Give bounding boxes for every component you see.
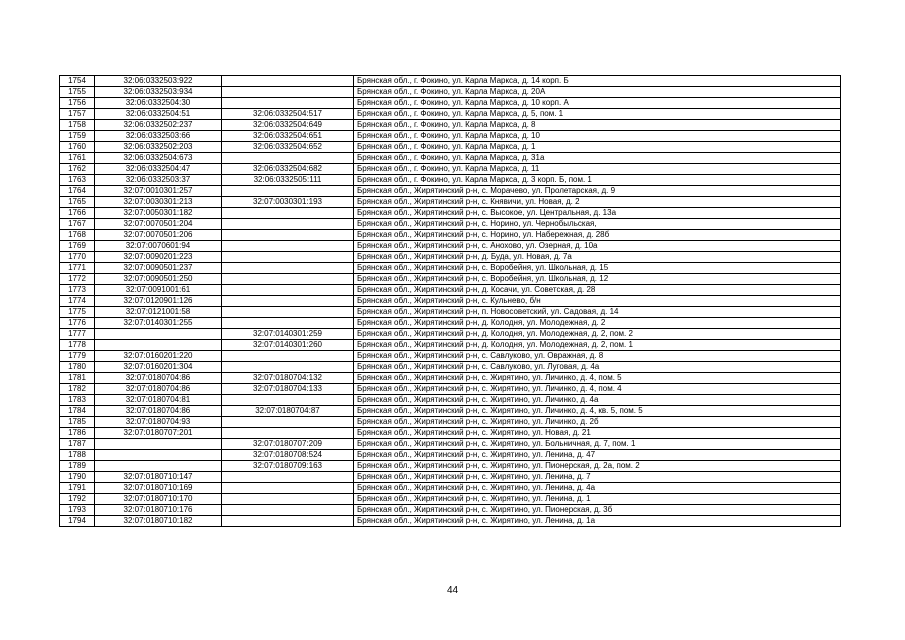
address-cell: Брянская обл., Жирятинский р-н, д. Косачи, ул. Советская, д. 28 xyxy=(354,285,841,296)
address-cell: Брянская обл., Жирятинский р-н, с. Анохово, ул. Озерная, д. 10а xyxy=(354,241,841,252)
row-number-cell: 1775 xyxy=(60,307,95,318)
premises-cadastral-number-cell xyxy=(222,186,354,197)
premises-cadastral-number-cell: 32:06:0332505:111 xyxy=(222,175,354,186)
address-cell: Брянская обл., Жирятинский р-н, с. Жирятино, ул. Ленина, д. 1а xyxy=(354,516,841,527)
address-cell: Брянская обл., Жирятинский р-н, д. Колодня, ул. Молодежная, д. 2 xyxy=(354,318,841,329)
cadastral-number-cell: 32:07:0140301:255 xyxy=(95,318,222,329)
table-row xyxy=(60,406,841,417)
cadastral-number-cell: 32:06:0332503:934 xyxy=(95,87,222,98)
premises-cadastral-number-cell xyxy=(222,285,354,296)
cadastral-number-cell: 32:07:0160201:220 xyxy=(95,351,222,362)
address-cell: Брянская обл., Жирятинский р-н, с. Жирятино, ул. Личинко, д. 4, кв. 5, пом. 5 xyxy=(354,406,841,417)
cadastral-number-cell: 32:07:0070501:204 xyxy=(95,219,222,230)
row-number-cell: 1785 xyxy=(60,417,95,428)
row-number-cell: 1777 xyxy=(60,329,95,340)
cadastral-number-cell: 32:06:0332502:203 xyxy=(95,142,222,153)
address-cell: Брянская обл., г. Фокино, ул. Карла Маркса, д. 8 xyxy=(354,120,841,131)
row-number-cell: 1759 xyxy=(60,131,95,142)
registry-table-body xyxy=(60,76,841,527)
table-row xyxy=(60,483,841,494)
premises-cadastral-number-cell xyxy=(222,505,354,516)
row-number-cell: 1784 xyxy=(60,406,95,417)
row-number-cell: 1789 xyxy=(60,461,95,472)
row-number-cell: 1756 xyxy=(60,98,95,109)
address-cell: Брянская обл., г. Фокино, ул. Карла Маркса, д. 5, пом. 1 xyxy=(354,109,841,120)
premises-cadastral-number-cell: 32:06:0332504:652 xyxy=(222,142,354,153)
table-row xyxy=(60,395,841,406)
table-row xyxy=(60,263,841,274)
cadastral-number-cell xyxy=(95,450,222,461)
cadastral-number-cell: 32:07:0180710:170 xyxy=(95,494,222,505)
table-row xyxy=(60,142,841,153)
table-row xyxy=(60,340,841,351)
table-row xyxy=(60,505,841,516)
cadastral-number-cell: 32:06:0332504:51 xyxy=(95,109,222,120)
address-cell: Брянская обл., г. Фокино, ул. Карла Маркса, д. 14 корп. Б xyxy=(354,76,841,87)
row-number-cell: 1762 xyxy=(60,164,95,175)
address-cell: Брянская обл., Жирятинский р-н, с. Жирятино, ул. Ленина, д. 47 xyxy=(354,450,841,461)
premises-cadastral-number-cell xyxy=(222,274,354,285)
premises-cadastral-number-cell: 32:07:0180709:163 xyxy=(222,461,354,472)
row-number-cell: 1791 xyxy=(60,483,95,494)
cadastral-number-cell: 32:06:0332503:66 xyxy=(95,131,222,142)
table-row xyxy=(60,241,841,252)
premises-cadastral-number-cell: 32:07:0180704:132 xyxy=(222,373,354,384)
cadastral-number-cell xyxy=(95,461,222,472)
table-row xyxy=(60,219,841,230)
table-row xyxy=(60,516,841,527)
table-row xyxy=(60,120,841,131)
premises-cadastral-number-cell: 32:06:0332504:649 xyxy=(222,120,354,131)
row-number-cell: 1786 xyxy=(60,428,95,439)
row-number-cell: 1764 xyxy=(60,186,95,197)
premises-cadastral-number-cell xyxy=(222,241,354,252)
premises-cadastral-number-cell xyxy=(222,153,354,164)
address-cell: Брянская обл., Жирятинский р-н, с. Норино, ул. Чернобыльская, xyxy=(354,219,841,230)
address-cell: Брянская обл., Жирятинский р-н, с. Савлуково, ул. Луговая, д. 4а xyxy=(354,362,841,373)
cadastral-number-cell: 32:06:0332504:673 xyxy=(95,153,222,164)
premises-cadastral-number-cell xyxy=(222,417,354,428)
cadastral-number-cell: 32:07:0091001:61 xyxy=(95,285,222,296)
premises-cadastral-number-cell: 32:07:0140301:259 xyxy=(222,329,354,340)
premises-cadastral-number-cell xyxy=(222,351,354,362)
row-number-cell: 1763 xyxy=(60,175,95,186)
row-number-cell: 1757 xyxy=(60,109,95,120)
premises-cadastral-number-cell xyxy=(222,98,354,109)
cadastral-number-cell: 32:07:0121001:58 xyxy=(95,307,222,318)
premises-cadastral-number-cell: 32:06:0332504:517 xyxy=(222,109,354,120)
row-number-cell: 1768 xyxy=(60,230,95,241)
premises-cadastral-number-cell xyxy=(222,395,354,406)
table-row xyxy=(60,131,841,142)
cadastral-number-cell: 32:07:0180710:169 xyxy=(95,483,222,494)
cadastral-number-cell: 32:07:0160201:304 xyxy=(95,362,222,373)
address-cell: Брянская обл., Жирятинский р-н, с. Жирятино, ул. Новая, д. 21 xyxy=(354,428,841,439)
row-number-cell: 1766 xyxy=(60,208,95,219)
address-cell: Брянская обл., г. Фокино, ул. Карла Маркса, д. 31а xyxy=(354,153,841,164)
table-row xyxy=(60,285,841,296)
cadastral-number-cell: 32:07:0070501:206 xyxy=(95,230,222,241)
registry-table xyxy=(59,75,841,527)
table-row xyxy=(60,461,841,472)
row-number-cell: 1776 xyxy=(60,318,95,329)
table-row xyxy=(60,164,841,175)
premises-cadastral-number-cell xyxy=(222,208,354,219)
row-number-cell: 1773 xyxy=(60,285,95,296)
address-cell: Брянская обл., Жирятинский р-н, с. Кульнево, б/н xyxy=(354,296,841,307)
address-cell: Брянская обл., Жирятинский р-н, с. Жирятино, ул. Личинко, д. 4, пом. 5 xyxy=(354,373,841,384)
premises-cadastral-number-cell xyxy=(222,263,354,274)
premises-cadastral-number-cell xyxy=(222,296,354,307)
table-row xyxy=(60,98,841,109)
address-cell: Брянская обл., г. Фокино, ул. Карла Маркса, д. 1 xyxy=(354,142,841,153)
table-row xyxy=(60,208,841,219)
address-cell: Брянская обл., Жирятинский р-н, с. Жирятино, ул. Личинко, д. 4, пом. 4 xyxy=(354,384,841,395)
row-number-cell: 1782 xyxy=(60,384,95,395)
row-number-cell: 1769 xyxy=(60,241,95,252)
address-cell: Брянская обл., Жирятинский р-н, с. Жирятино, ул. Ленина, д. 4а xyxy=(354,483,841,494)
row-number-cell: 1779 xyxy=(60,351,95,362)
row-number-cell: 1781 xyxy=(60,373,95,384)
row-number-cell: 1774 xyxy=(60,296,95,307)
row-number-cell: 1780 xyxy=(60,362,95,373)
table-row xyxy=(60,439,841,450)
address-cell: Брянская обл., Жирятинский р-н, с. Княвичи, ул. Новая, д. 2 xyxy=(354,197,841,208)
row-number-cell: 1760 xyxy=(60,142,95,153)
premises-cadastral-number-cell: 32:06:0332504:682 xyxy=(222,164,354,175)
address-cell: Брянская обл., Жирятинский р-н, с. Норино, ул. Набережная, д. 28б xyxy=(354,230,841,241)
row-number-cell: 1783 xyxy=(60,395,95,406)
page-number: 44 xyxy=(446,585,459,596)
cadastral-number-cell: 32:07:0180704:86 xyxy=(95,384,222,395)
row-number-cell: 1790 xyxy=(60,472,95,483)
cadastral-number-cell: 32:07:0090501:237 xyxy=(95,263,222,274)
address-cell: Брянская обл., г. Фокино, ул. Карла Маркса, д. 10 xyxy=(354,131,841,142)
premises-cadastral-number-cell xyxy=(222,252,354,263)
table-row xyxy=(60,175,841,186)
table-row xyxy=(60,472,841,483)
cadastral-number-cell: 32:07:0010301:257 xyxy=(95,186,222,197)
premises-cadastral-number-cell xyxy=(222,318,354,329)
cadastral-number-cell: 32:07:0180704:86 xyxy=(95,373,222,384)
row-number-cell: 1771 xyxy=(60,263,95,274)
cadastral-number-cell: 32:06:0332502:237 xyxy=(95,120,222,131)
table-row xyxy=(60,428,841,439)
row-number-cell: 1788 xyxy=(60,450,95,461)
premises-cadastral-number-cell: 32:07:0180708:524 xyxy=(222,450,354,461)
table-row xyxy=(60,252,841,263)
row-number-cell: 1793 xyxy=(60,505,95,516)
cadastral-number-cell: 32:06:0332503:922 xyxy=(95,76,222,87)
address-cell: Брянская обл., Жирятинский р-н, с. Жирятино, ул. Ленина, д. 7 xyxy=(354,472,841,483)
cadastral-number-cell: 32:07:0180704:93 xyxy=(95,417,222,428)
cadastral-number-cell: 32:07:0180710:147 xyxy=(95,472,222,483)
premises-cadastral-number-cell xyxy=(222,516,354,527)
premises-cadastral-number-cell: 32:07:0140301:260 xyxy=(222,340,354,351)
address-cell: Брянская обл., Жирятинский р-н, д. Буда, ул. Новая, д. 7а xyxy=(354,252,841,263)
address-cell: Брянская обл., Жирятинский р-н, с. Морачево, ул. Пролетарская, д. 9 xyxy=(354,186,841,197)
cadastral-number-cell: 32:07:0090501:250 xyxy=(95,274,222,285)
row-number-cell: 1787 xyxy=(60,439,95,450)
table-row xyxy=(60,373,841,384)
cadastral-number-cell: 32:06:0332503:37 xyxy=(95,175,222,186)
row-number-cell: 1770 xyxy=(60,252,95,263)
cadastral-number-cell: 32:07:0090201:223 xyxy=(95,252,222,263)
address-cell: Брянская обл., Жирятинский р-н, с. Жирятино, ул. Пионерская, д. 2а, пом. 2 xyxy=(354,461,841,472)
premises-cadastral-number-cell xyxy=(222,428,354,439)
address-cell: Брянская обл., Жирятинский р-н, с. Воробейня, ул. Школьная, д. 15 xyxy=(354,263,841,274)
table-row xyxy=(60,384,841,395)
premises-cadastral-number-cell xyxy=(222,230,354,241)
row-number-cell: 1767 xyxy=(60,219,95,230)
cadastral-number-cell: 32:06:0332504:30 xyxy=(95,98,222,109)
row-number-cell: 1778 xyxy=(60,340,95,351)
cadastral-number-cell xyxy=(95,439,222,450)
cadastral-number-cell: 32:07:0180710:176 xyxy=(95,505,222,516)
table-row xyxy=(60,87,841,98)
row-number-cell: 1761 xyxy=(60,153,95,164)
address-cell: Брянская обл., г. Фокино, ул. Карла Маркса, д. 10 корп. А xyxy=(354,98,841,109)
table-row xyxy=(60,197,841,208)
table-row xyxy=(60,417,841,428)
address-cell: Брянская обл., Жирятинский р-н, с. Жирятино, ул. Ленина, д. 1 xyxy=(354,494,841,505)
premises-cadastral-number-cell: 32:07:0180704:133 xyxy=(222,384,354,395)
premises-cadastral-number-cell xyxy=(222,87,354,98)
address-cell: Брянская обл., Жирятинский р-н, с. Жирятино, ул. Личинко, д. 4а xyxy=(354,395,841,406)
cadastral-number-cell: 32:07:0180710:182 xyxy=(95,516,222,527)
cadastral-number-cell: 32:07:0180707:201 xyxy=(95,428,222,439)
table-row xyxy=(60,153,841,164)
premises-cadastral-number-cell xyxy=(222,472,354,483)
table-row xyxy=(60,494,841,505)
table-row xyxy=(60,362,841,373)
table-row xyxy=(60,109,841,120)
premises-cadastral-number-cell: 32:06:0332504:651 xyxy=(222,131,354,142)
row-number-cell: 1754 xyxy=(60,76,95,87)
row-number-cell: 1772 xyxy=(60,274,95,285)
address-cell: Брянская обл., Жирятинский р-н, с. Воробейня, ул. Школьная, д. 12 xyxy=(354,274,841,285)
premises-cadastral-number-cell xyxy=(222,307,354,318)
table-row xyxy=(60,296,841,307)
table-row xyxy=(60,318,841,329)
address-cell: Брянская обл., г. Фокино, ул. Карла Маркса, д. 20А xyxy=(354,87,841,98)
cadastral-number-cell: 32:07:0120901:126 xyxy=(95,296,222,307)
address-cell: Брянская обл., Жирятинский р-н, п. Новосоветский, ул. Садовая, д. 14 xyxy=(354,307,841,318)
row-number-cell: 1758 xyxy=(60,120,95,131)
premises-cadastral-number-cell xyxy=(222,483,354,494)
table-row xyxy=(60,307,841,318)
row-number-cell: 1794 xyxy=(60,516,95,527)
address-cell: Брянская обл., Жирятинский р-н, с. Жирятино, ул. Больничная, д. 7, пом. 1 xyxy=(354,439,841,450)
address-cell: Брянская обл., Жирятинский р-н, с. Высокое, ул. Центральная, д. 13а xyxy=(354,208,841,219)
premises-cadastral-number-cell xyxy=(222,219,354,230)
table-row xyxy=(60,351,841,362)
cadastral-number-cell: 32:07:0050301:182 xyxy=(95,208,222,219)
table-row xyxy=(60,186,841,197)
cadastral-number-cell: 32:07:0070601:94 xyxy=(95,241,222,252)
table-row xyxy=(60,274,841,285)
premises-cadastral-number-cell: 32:07:0030301:193 xyxy=(222,197,354,208)
table-row xyxy=(60,230,841,241)
address-cell: Брянская обл., г. Фокино, ул. Карла Маркса, д. 3 корп. Б, пом. 1 xyxy=(354,175,841,186)
address-cell: Брянская обл., Жирятинский р-н, д. Колодня, ул. Молодежная, д. 2, пом. 2 xyxy=(354,329,841,340)
address-cell: Брянская обл., г. Фокино, ул. Карла Маркса, д. 11 xyxy=(354,164,841,175)
cadastral-number-cell: 32:06:0332504:47 xyxy=(95,164,222,175)
address-cell: Брянская обл., Жирятинский р-н, д. Колодня, ул. Молодежная, д. 2, пом. 1 xyxy=(354,340,841,351)
row-number-cell: 1755 xyxy=(60,87,95,98)
premises-cadastral-number-cell xyxy=(222,76,354,87)
premises-cadastral-number-cell xyxy=(222,494,354,505)
address-cell: Брянская обл., Жирятинский р-н, с. Савлуково, ул. Овражная, д. 8 xyxy=(354,351,841,362)
cadastral-number-cell: 32:07:0030301:213 xyxy=(95,197,222,208)
premises-cadastral-number-cell xyxy=(222,362,354,373)
table-row xyxy=(60,450,841,461)
cadastral-number-cell xyxy=(95,340,222,351)
row-number-cell: 1792 xyxy=(60,494,95,505)
table-row xyxy=(60,76,841,87)
cadastral-number-cell: 32:07:0180704:81 xyxy=(95,395,222,406)
cadastral-number-cell xyxy=(95,329,222,340)
premises-cadastral-number-cell: 32:07:0180707:209 xyxy=(222,439,354,450)
premises-cadastral-number-cell: 32:07:0180704:87 xyxy=(222,406,354,417)
table-row xyxy=(60,329,841,340)
cadastral-number-cell: 32:07:0180704:86 xyxy=(95,406,222,417)
address-cell: Брянская обл., Жирятинский р-н, с. Жирятино, ул. Личинко, д. 2б xyxy=(354,417,841,428)
row-number-cell: 1765 xyxy=(60,197,95,208)
address-cell: Брянская обл., Жирятинский р-н, с. Жирятино, ул. Пионерская, д. 3б xyxy=(354,505,841,516)
